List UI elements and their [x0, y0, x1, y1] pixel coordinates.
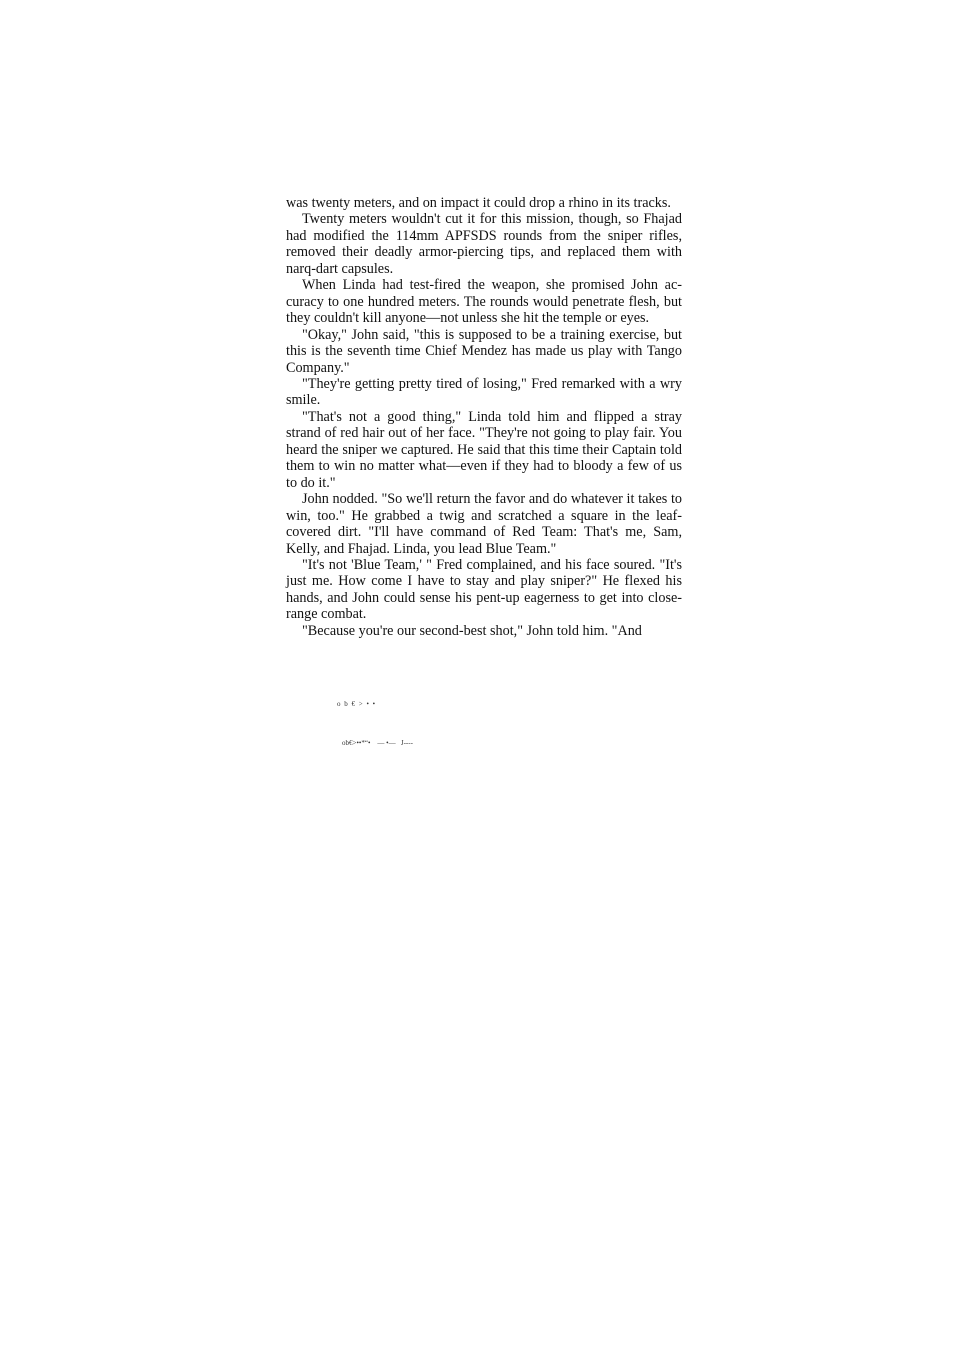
paragraph-7: John nodded. "So we'll return the favor and do whatever it takes to win, too." He grabbed a twig and scratched a square in the leaf-covered dirt. "I'll have command of Red Team: That's me, Sam, Kelly, and Fhajad. Linda, you lead Blue Team."	[286, 491, 682, 557]
paragraph-1: was twenty meters, and on impact it could drop a rhino in its tracks.	[286, 195, 671, 211]
scan-artifact-text-2: ob€>••*“• — •— J----	[342, 739, 413, 747]
paragraph-2: Twenty meters wouldn't cut it for this mission, though, so Fhajad had modified the 114mm APFSDS rounds from the sniper rifles, removed their deadly armor-piercing tips, and replaced them with narq-dart capsules.	[286, 211, 682, 277]
paragraph-4: "Okay," John said, "this is supposed to be a training exercise, but this is the seventh time Chief Mendez has made us play with Tango Company."	[286, 326, 682, 376]
paragraph-3: When Linda had test-fired the weapon, she promised John accuracy to one hundred meters. The rounds would penetrate flesh, but they couldn't kill anyone—not unless she hit the temple or eyes.	[286, 277, 682, 327]
book-page-text	[286, 195, 682, 639]
paragraph-6: "That's not a good thing," Linda told him and flipped a stray strand of red hair out of her face. "They're not going to play fair. You heard the sniper we captured. He said that this time their Captain told them to win no matter what—even if they had to bloody a few of us to do it."	[286, 408, 682, 491]
paragraph-8: "It's not 'Blue Team,' " Fred complained, and his face soured. "It's just me. How come I have to stay and play sniper?" He flexed his hands, and John could sense his pent-up eagerness to get into close-range combat.	[286, 556, 682, 623]
paragraph-5: "They're getting pretty tired of losing," Fred remarked with a wry smile.	[286, 375, 682, 409]
scan-artifact-text-1: o b € > • •	[337, 700, 377, 708]
paragraph-9: "Because you're our second-best shot," John told him. "And	[302, 622, 642, 639]
